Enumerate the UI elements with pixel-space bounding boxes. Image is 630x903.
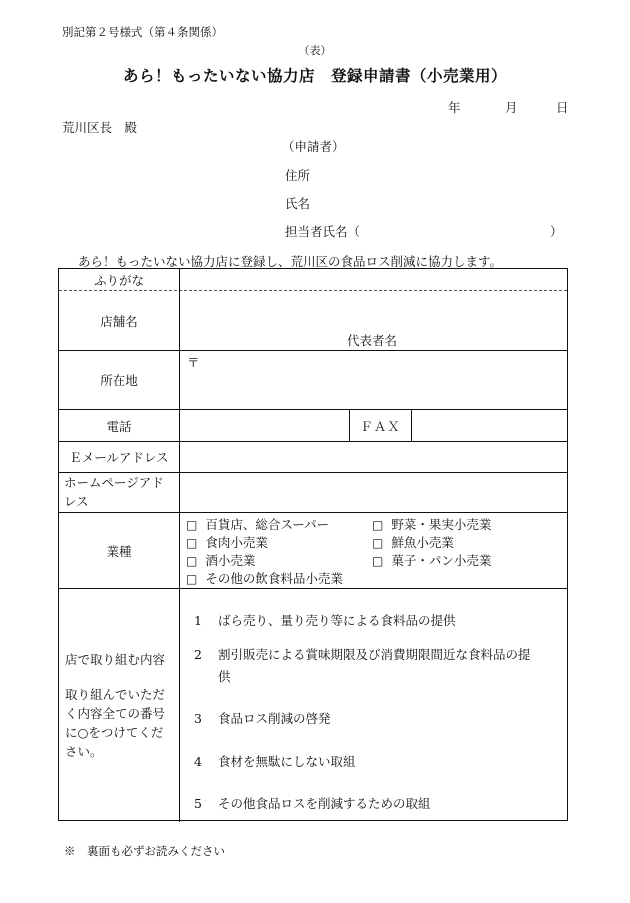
initiative-number: 5 (194, 796, 202, 811)
side-label: （表） (298, 44, 332, 57)
email-label: Ｅメールアドレス (69, 450, 169, 465)
addressee: 荒川区長 殿 (62, 120, 138, 135)
address-label: 住所 (285, 168, 311, 183)
date-month: 月 (505, 100, 518, 115)
phone-label: 電話 (106, 418, 132, 434)
date-day: 日 (556, 100, 569, 115)
checkbox-icon[interactable]: □ (186, 518, 198, 532)
location-field[interactable] (199, 369, 567, 407)
initiative-number: 3 (194, 711, 202, 726)
checkbox-icon[interactable]: □ (186, 554, 198, 568)
industry-option[interactable] (372, 533, 454, 551)
postal-mark: 〒 (187, 355, 200, 370)
homepage-label: ホームページアドレス (64, 475, 164, 509)
initiative-item[interactable] (194, 752, 356, 770)
row-divider (59, 588, 567, 589)
industry-option[interactable] (372, 515, 491, 533)
industry-option[interactable] (186, 533, 268, 551)
label-column-divider (179, 269, 180, 822)
initiative-number: 4 (194, 754, 202, 769)
industry-option[interactable] (372, 551, 491, 569)
furigana-field[interactable] (180, 270, 567, 290)
checkbox-icon[interactable]: □ (186, 572, 198, 586)
initiative-text: 割引販売による賞味期限及び消費期限間近な食料品の提 (218, 647, 531, 662)
industry-option[interactable] (186, 551, 255, 569)
page-title: あら！もったいない協力店 登録申請書（小売業用） (122, 66, 507, 85)
initiative-text: 食品ロス削減の啓発 (218, 711, 331, 726)
homepage-field[interactable] (180, 473, 567, 512)
applicant-label: （申請者） (282, 139, 345, 154)
initiative-text: ばら売り、量り売り等による食料品の提供 (218, 613, 456, 628)
checkbox-icon[interactable]: □ (186, 536, 198, 550)
registration-table (58, 268, 568, 821)
date-year: 年 (448, 100, 461, 115)
industry-option-label: 鮮魚小売業 (391, 535, 454, 550)
store-name-field[interactable] (180, 291, 567, 335)
store-name-label: 店舗名 (100, 313, 138, 329)
email-field[interactable] (180, 442, 567, 472)
initiative-item[interactable] (194, 645, 531, 663)
industry-option-label: 食肉小売業 (205, 535, 268, 550)
industry-label: 業種 (106, 543, 132, 559)
furigana-label: ふりがな (93, 272, 144, 288)
initiative-text: その他食品ロスを削減するための取組 (218, 796, 431, 811)
initiatives-instruction: 取り組んでいただく内容全ての番号に○をつけてください。 (65, 687, 166, 759)
initiatives-label: 店で取り組む内容 (65, 652, 166, 667)
checkbox-icon[interactable]: □ (372, 518, 384, 532)
initiative-number: 2 (194, 647, 202, 662)
fax-field[interactable] (412, 410, 567, 441)
industry-option-label: 百貨店、総合スーパー (205, 517, 330, 532)
industry-option[interactable] (186, 569, 343, 587)
contact-close: ） (550, 224, 563, 239)
location-label: 所在地 (100, 373, 138, 388)
initiative-item[interactable] (194, 709, 331, 727)
contact-label: 担当者氏名（ (285, 224, 361, 239)
initiative-number: 1 (194, 613, 202, 628)
initiative-text: 食材を無駄にしない取組 (218, 754, 356, 769)
name-label: 氏名 (285, 196, 311, 211)
checkbox-icon[interactable]: □ (372, 536, 384, 550)
intro-text: あら！もったいない協力店に登録し、荒川区の食品ロス削減に協力します。 (78, 254, 503, 269)
industry-option[interactable] (186, 515, 329, 533)
phone-field[interactable] (180, 410, 348, 441)
fax-label: ＦＡＸ (360, 418, 401, 434)
industry-option-label: その他の飲食料品小売業 (205, 571, 343, 586)
initiative-text-continued: 供 (218, 669, 231, 684)
initiative-item[interactable] (194, 794, 431, 812)
checkbox-icon[interactable]: □ (372, 554, 384, 568)
representative-label: 代表者名 (347, 333, 398, 348)
industry-option-label: 菓子・パン小売業 (391, 553, 492, 568)
footer-note: ※ 裏面も必ずお読みください (64, 844, 225, 858)
initiative-item[interactable] (194, 611, 456, 629)
industry-option-label: 野菜・果実小売業 (391, 517, 492, 532)
industry-option-label: 酒小売業 (205, 553, 256, 568)
form-number: 別記第２号様式（第４条関係） (62, 25, 223, 39)
